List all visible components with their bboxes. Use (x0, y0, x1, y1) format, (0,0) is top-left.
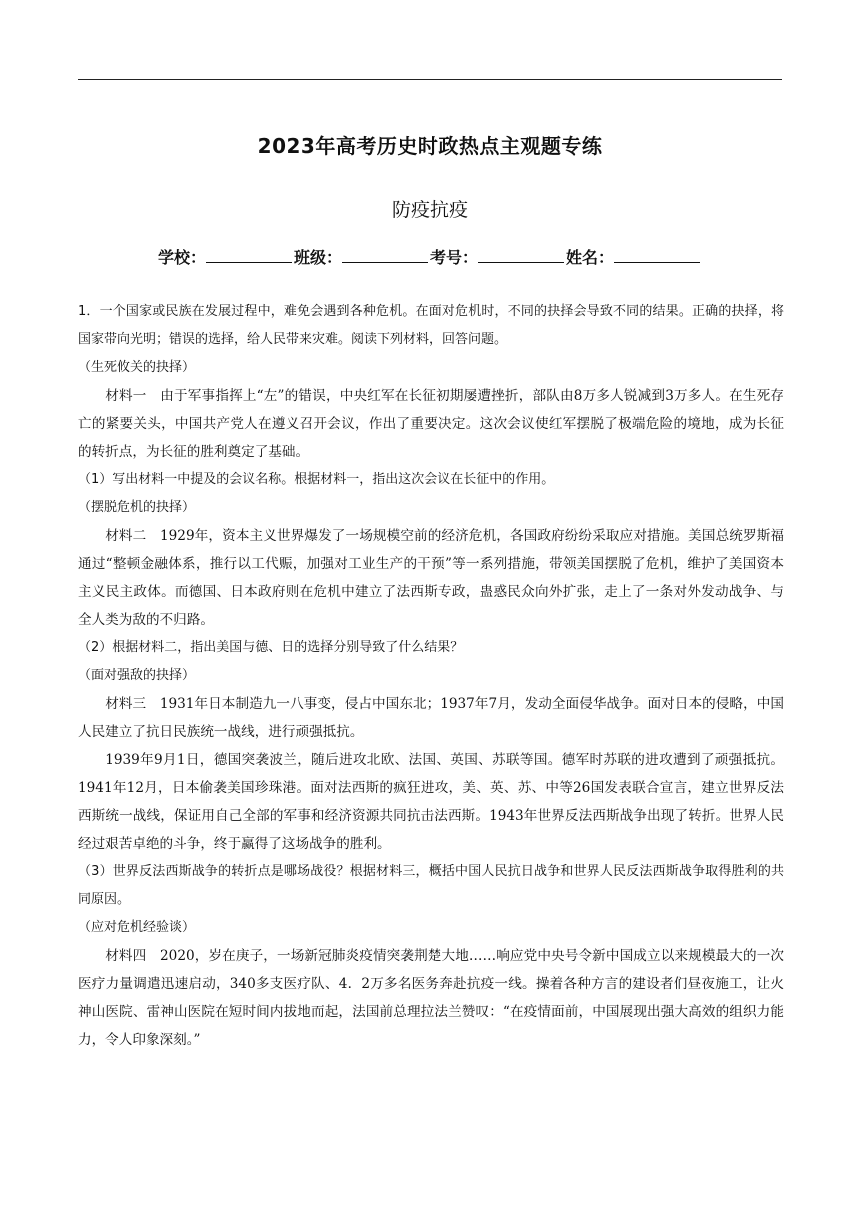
page-title: 2023年高考历史时政热点主观题专练 (257, 134, 603, 158)
exam-no-label: 考号： (430, 248, 479, 267)
name-label: 姓名： (566, 248, 615, 267)
sub-question: （3）世界反法西斯战争的转折点是哪场战役？根据材料三，概括中国人民抗日战争和世界人民反法西斯战争取得胜利的共同原因。 (78, 864, 784, 907)
page-subtitle: 防疫抗疫 (391, 199, 468, 221)
material-paragraph: 1939年9月1日，德国突袭波兰，随后进攻北欧、法国、英国、苏联等国。德军时苏联的进攻遭到了顽强抵抗。1941年12月，日本偷袭美国珍珠港。面对法西斯的疯狂进攻，美、英、苏、中等26国发表联合宣言，建立世界反法西斯统一战线，保证用自己全部的军事和经济资源共同抗击法西斯。1943年世界反法西斯战争出现了转折。世界人民经过艰苦卓绝的斗争，终于赢得了这场战争的胜利。 (78, 752, 784, 852)
sub-question: （2）根据材料二，指出美国与德、日的选择分别导致了什么结果？ (78, 640, 464, 655)
section-heading: （摆脱危机的抉择） (78, 500, 196, 515)
class-label: 班级： (293, 248, 342, 267)
school-blank (206, 248, 292, 263)
name-blank (614, 248, 700, 263)
question-intro: 1．一个国家或民族在发展过程中，难免会遇到各种危机。在面对危机时，不同的抉择会导致不同的结果。正确的抉择，将国家带向光明；错误的选择，给人民带来灾难。阅读下列材料，回答问题。 (78, 304, 784, 347)
material-paragraph: 材料一 由于军事指挥上“左”的错误，中央红军在长征初期屡遭挫折，部队由8万多人锐减到3万多人。在生死存亡的紧要关头，中国共产党人在遵义召开会议，作出了重要决定。这次会议使红军摆脱了极端危险的境地，成为长征的转折点，为长征的胜利奠定了基础。 (78, 388, 784, 460)
sub-question: （1）写出材料一中提及的会议名称。根据材料一，指出这次会议在长征中的作用。 (78, 472, 555, 487)
section-heading: （生死攸关的抉择） (78, 360, 196, 375)
school-label: 学校： (157, 248, 206, 267)
section-heading: （应对危机经验谈） (78, 920, 196, 935)
class-blank (342, 248, 428, 263)
header-rule (78, 79, 782, 80)
exam-no-blank (478, 248, 564, 263)
material-paragraph: 材料二 1929年，资本主义世界爆发了一场规模空前的经济危机，各国政府纷纷采取应对措施。美国总统罗斯福通过“整顿金融体系，推行以工代赈，加强对工业生产的干预”等一系列措施，带领美国摆脱了危机，维护了美国资本主义民主政体。而德国、日本政府则在危机中建立了法西斯专政，蛊惑民众向外扩张，走上了一条对外发动战争、与全人类为敌的不归路。 (78, 528, 784, 628)
student-info-line (78, 245, 782, 268)
material-paragraph: 材料四 2020，岁在庚子，一场新冠肺炎疫情突袭荆楚大地……响应党中央号令新中国成立以来规模最大的一次医疗力量调遣迅速启动，340多支医疗队、4．2万多名医务奔赴抗疫一线。操着各种方言的建设者们昼夜施工，让火神山医院、雷神山医院在短时间内拔地而起，法国前总理拉法兰赞叹：“在疫情面前，中国展现出强大高效的组织力能力，令人印象深刻。” (78, 948, 784, 1048)
question-body (78, 298, 784, 1054)
section-heading: （面对强敌的抉择） (78, 668, 196, 683)
material-paragraph: 材料三 1931年日本制造九一八事变，侵占中国东北；1937年7月，发动全面侵华战争。面对日本的侵略，中国人民建立了抗日民族统一战线，进行顽强抵抗。 (78, 696, 784, 740)
